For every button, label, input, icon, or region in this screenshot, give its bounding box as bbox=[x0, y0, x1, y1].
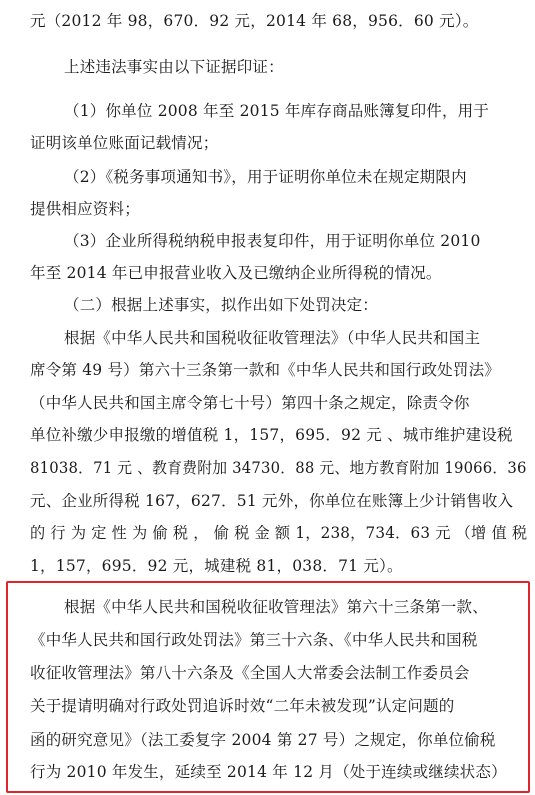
text-line-4: 证明该单位账面记载情况； bbox=[30, 134, 219, 152]
text-line-8: 年至 2014 年已申报营业收入及已缴纳企业所得税的情况。 bbox=[30, 264, 442, 282]
highlighted-line-4: 关于提请明确对行政处罚追诉时效“二年未被发现”认定问题的 bbox=[30, 697, 455, 715]
text-line-9: （二）根据上述事实，拟作出如下处罚决定： bbox=[64, 296, 379, 314]
text-line-7: （3）企业所得税纳税申报表复印件，用于证明你单位 2010 bbox=[64, 232, 481, 250]
highlighted-line-1: 根据《中华人民共和国税收征收管理法》第六十三条第一款、 bbox=[64, 598, 488, 616]
text-line-12: （中华人民共和国主席令第七十号）第四十条之规定，除责令你 bbox=[30, 394, 470, 412]
highlighted-line-5: 函的研究意见》（法工委复字 2004 第 27 号）之规定，你单位偷税 bbox=[30, 731, 496, 749]
text-line-1: 元（2012 年 98，670．92 元，2014 年 68，956．60 元）。 bbox=[30, 12, 479, 30]
text-line-16: 的 行 为 定 性 为 偷 税 ， 偷 税 金 额 1，238，734．63 元 （增 值 税 bbox=[30, 524, 528, 542]
highlighted-line-3: 收征收管理法》第八十六条及《全国人大常委会法制工作委员会 bbox=[30, 664, 470, 682]
highlighted-line-6: 行为 2010 年发生，延续至 2014 年 12 月（处于连续或继续状态） bbox=[30, 763, 507, 781]
text-line-14: 81038．71 元 、教育费附加 34730．88 元、地方教育附加 19066．36 bbox=[30, 459, 527, 477]
text-line-13: 单位补缴少申报缴的增值税 1，157，695．92 元 、城市维护建设税 bbox=[30, 426, 513, 444]
text-line-10: 根据《中华人民共和国税收征收管理法》（中华人民共和国主 bbox=[64, 329, 481, 347]
text-line-11: 席令第 49 号）第六十三条第一款和《中华人民共和国行政处罚法》 bbox=[30, 361, 500, 379]
text-line-5: （2）《税务事项通知书》，用于证明你单位未在规定期限内 bbox=[64, 168, 467, 186]
text-line-15: 元、企业所得税 167，627．51 元外，你单位在账簿上少计销售收入 bbox=[30, 492, 514, 510]
text-line-17: 1，157，695．92 元，城建税 81，038．71 元）。 bbox=[30, 557, 403, 575]
text-line-6: 提供相应资料； bbox=[30, 200, 140, 218]
text-line-2: 上述违法事实由以下证据印证： bbox=[64, 58, 284, 76]
text-line-3: （1）你单位 2008 年至 2015 年库存商品账簿复印件，用于 bbox=[64, 102, 490, 120]
highlighted-line-2: 《中华人民共和国行政处罚法》第三十六条、《中华人民共和国税 bbox=[30, 631, 478, 649]
